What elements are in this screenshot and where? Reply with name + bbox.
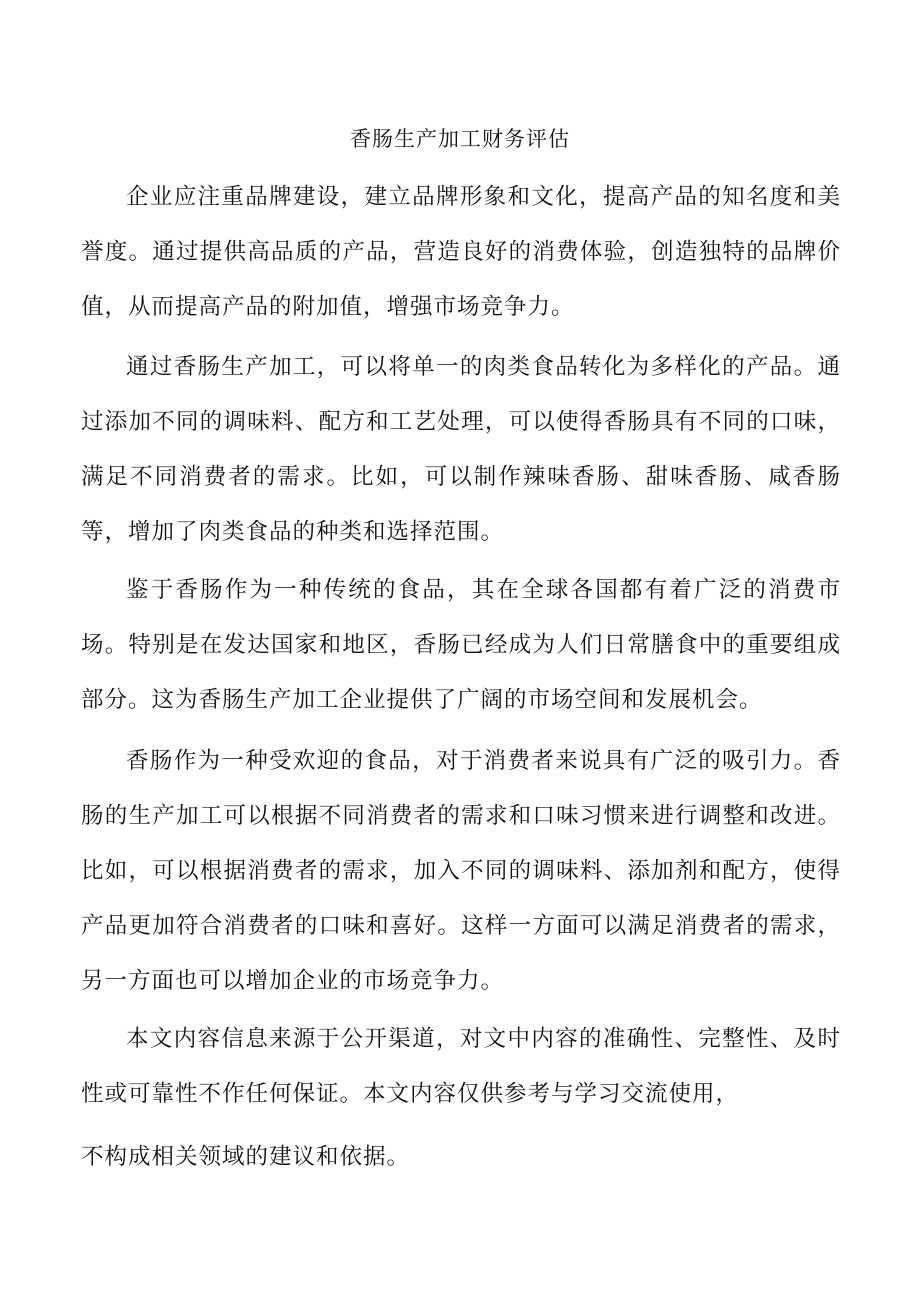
paragraph-consumer-appeal: 香肠作为一种受欢迎的食品，对于消费者来说具有广泛的吸引力。香肠的生产加工可以根据不同消费者的需求和口味习惯来进行调整和改进。比如，可以根据消费者的需求，加入不同的调味料、添加剂和配方，使得产品更加符合消费者的口味和喜好。这样一方面可以满足消费者的需求，另一方面也可以增加企业的市场竞争力。 [81, 748, 841, 994]
paragraph-product-diversification: 通过香肠生产加工，可以将单一的肉类食品转化为多样化的产品。通过添加不同的调味料、配方和工艺处理，可以使得香肠具有不同的口味，满足不同消费者的需求。比如，可以制作辣味香肠、甜味香肠、咸香肠等，增加了肉类食品的种类和选择范围。 [81, 354, 841, 545]
disclaimer-closing-line: 不构成相关领域的建议和依据。 [81, 1144, 411, 1170]
paragraph-global-market: 鉴于香肠作为一种传统的食品，其在全球各国都有着广泛的消费市场。特别是在发达国家和地区，香肠已经成为人们日常膳食中的重要组成部分。这为香肠生产加工企业提供了广阔的市场空间和发展机会。 [81, 577, 841, 713]
document-title: 香肠生产加工财务评估 [350, 127, 570, 151]
paragraph-brand-building: 企业应注重品牌建设，建立品牌形象和文化，提高产品的知名度和美誉度。通过提供高品质的产品，营造良好的消费体验，创造独特的品牌价值，从而提高产品的附加值，增强市场竞争力。 [81, 184, 841, 320]
paragraph-disclaimer: 本文内容信息来源于公开渠道，对文中内容的准确性、完整性、及时性或可靠性不作任何保证。本文内容仅供参考与学习交流使用， [81, 1026, 841, 1107]
